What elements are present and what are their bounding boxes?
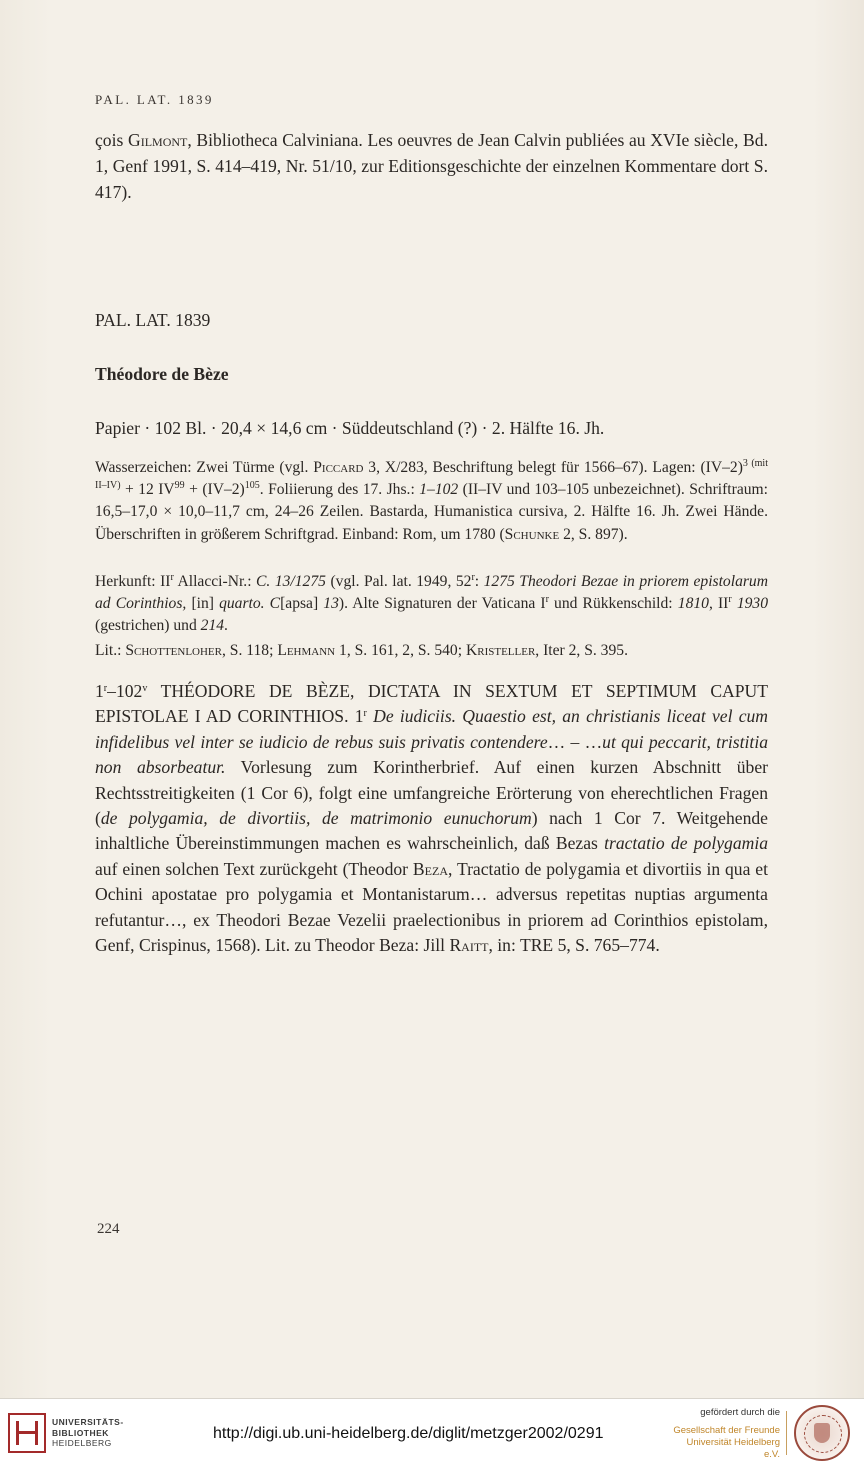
- literature-line: Lit.: Schottenloher, S. 118; Lehmann 1, S. 161, 2, S. 540; Kristeller, Iter 2, S. 395.: [95, 642, 628, 659]
- author-heading: Théodore de Bèze: [95, 364, 229, 384]
- university-library-logo-icon[interactable]: [8, 1413, 46, 1453]
- library-name[interactable]: UNIVERSITÄTS- BIBLIOTHEK HEIDELBERG: [52, 1417, 124, 1448]
- page-number: 224: [97, 1221, 120, 1237]
- author-name: Gilmont: [128, 130, 188, 150]
- codicology-paragraph: Wasserzeichen: Zwei Türme (vgl. Piccard 3, X/283, Beschriftung belegt für 1566–67). Lagen: $(IV-2)^{3 (mit II-IV)} + 12$ $IV^{99} + (IV-2)^{105}$. Foliierung des 17. Jhs.: 1–102 (II–IV und 103–105 unbezeichnet). Schriftraum: 16,5–17,0 × 10,0–11,7 cm, 24–26 Zeilen. Bastarda, Humanistica cursiva, 2. Hälfte 16. Jh. Zwei Hände. Überschriften in größerem Schriftgrad. Einband: Rom, um 1780 (Schunke 2, S. 897).: [95, 458, 769, 543]
- funder-credit[interactable]: gefördert durch die Gesellschaft der Freunde Universität Heidelberg e.V.: [673, 1407, 780, 1460]
- shelfmark-heading: PAL. LAT. 1839: [95, 310, 211, 330]
- physical-description: Papier · 102 Bl. · 20,4 × 14,6 cm · Süddeutschland (?) · 2. Hälfte 16. Jh.: [95, 418, 605, 438]
- continuation-paragraph: çois Gilmont, Bibliotheca Calviniana. Les oeuvres de Jean Calvin publiées au XVIe siècle, Bd. 1, Genf 1991, S. 414–419, Nr. 51/10, zur Editionsgeschichte der einzelnen Kommentare dort S. 417).: [95, 130, 768, 202]
- content-description: 1$^r$–102$^v$ THÉODORE DE BÈZE, DICTATA IN SEXTUM ET SEPTIMUM CAPUT EPISTOLAE I AD CORINTHIOS. 1$^r$ De iudiciis. Quaestio est, an christianis liceat vel cum infidelibus vel inter se iudicio de rebus suis privatis contendere… – …ut qui peccarit, tristitia non absorbeatur. Vorlesung zum Korintherbrief. Auf einen kurzen Abschnitt über Rechtsstreitigkeiten (1 Cor 6), folgt eine umfangreiche Erörterung von eherechtlichen Fragen (de polygamia, de divortiis, de matrimonio eunuchorum) nach 1 Cor 7. Weitgehende inhaltliche Übereinstimmungen machen es wahrscheinlich, daß Bezas tractatio de polygamia auf einen solchen Text zurückgeht (Theodor Beza, Tractatio de polygamia et divortiis in qua et Ochini apostatae pro polygamia et Montanistarum… adversus repetitas nuptias argumenta refutantur…, ex Theodori Bezae Vezelii praelectionibus in priorem ad Corinthios epistolam, Genf, Crispinus, 1568). Lit. zu Theodor Beza: Jill Raitt, in: TRE 5, S. 765–774.: [95, 681, 769, 956]
- permalink-url[interactable]: http://digi.ub.uni-heidelberg.de/diglit/metzger2002/0291: [213, 1425, 604, 1442]
- footer-divider: [786, 1411, 787, 1455]
- provenance-paragraph: Herkunft: $II^r$ Allacci-Nr.: C. 13/1275 (vgl. Pal. lat. 1949, 52$^r$: 1275 Theodori Bezae in priorem epistolarum ad Corinthios, [in] quarto. C[apsa] 13). Alte Signaturen der Vaticana $I^r$ und Rükkenschild: 1810, $II^r$ 1930 (gestrichen) und 214.: [95, 572, 769, 635]
- digitization-footer: [0, 1398, 864, 1467]
- running-head: PAL. LAT. 1839: [95, 92, 214, 107]
- university-seal-icon: [794, 1405, 850, 1461]
